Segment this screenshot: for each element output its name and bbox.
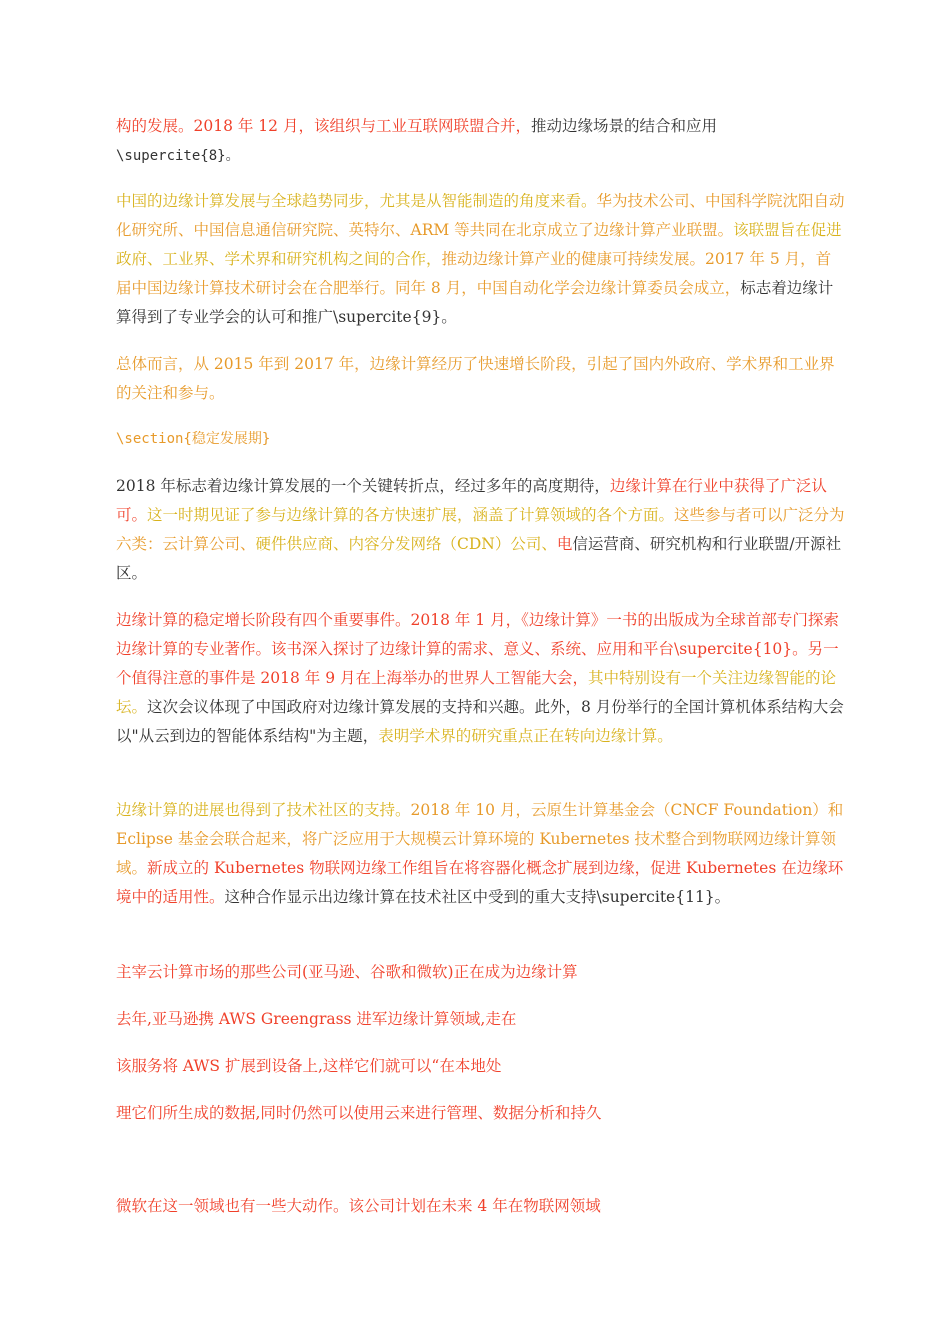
text-span: 标志着边缘计算得到了专业学会的认可和推广\supercite{9}。	[116, 279, 834, 326]
text-span: 2018 年标志着边缘计算发展的一个关键转折点，经过多年的高度期待，	[116, 477, 610, 495]
paragraph-5	[116, 472, 846, 588]
text-span: 中国的边缘计算发展与全球趋势同步，尤其是从智能制造的角度来看。	[116, 192, 597, 210]
paragraph-3	[116, 350, 846, 408]
text-span: 边缘计算在行业中获得了广泛认可。	[116, 477, 827, 524]
text-span: 华为技术公司、中国科学院沈阳自动化研究所、中国信息通信研究院、英特尔、ARM 等共同在北京成立了边缘计算产业联盟。	[116, 192, 845, 239]
text-span: 表明学术界的研究重点正在转向边缘计算。	[378, 727, 673, 745]
paragraph-7	[116, 796, 846, 912]
text-span: 推动边缘计算产业的健康可持续发展。2017 年 5 月，首届中国边缘计算技术研讨会在合肥举行。同年 8 月，中国自动化学会边缘计算委员会成立，	[116, 250, 832, 297]
text-span: 这种合作显示出边缘计算在技术社区中受到的重大支持\supercite{11}。	[224, 888, 731, 906]
text-span: 电	[556, 535, 573, 553]
text-span: 构的发展。2018 年 12 月，该组织与工业互联网联盟合并，	[116, 117, 531, 135]
text-span: 新成立的 Kubernetes 物联网边缘工作组旨在将容器化概念扩展到边缘，促进 Kubernetes 在边缘环境中的适用性。	[116, 859, 844, 906]
citation: \supercite{8}。	[116, 148, 240, 164]
section-heading	[116, 425, 846, 454]
text-span: 该联盟旨在促进政府、工业界、学术界和研究机构之间的合作，	[116, 221, 842, 268]
text-span: 这次会议体现了中国政府对边缘计算发展的支持和兴趣。此外，8 月份举行的全国计算机体系结构大会以"从云到边的智能体系结构"为主题，	[116, 698, 844, 745]
text-span: 边缘计算的进展也得到了技术社区的支持。	[116, 801, 411, 819]
text-span: 2018 年 10 月，云原生计算基金会（CNCF Foundation）和 Eclipse 基金会联合起来，将广泛应用于大规模云计算环境的 Kubernetes 技术整合到物联网边缘计算领域。	[116, 801, 844, 877]
text-span: 信运营商、研究机构和行业联盟/开源社区。	[116, 535, 842, 582]
text-span: 这一时期见证了参与边缘计算的各方快速扩展，涵盖了计算领域的各个方面。	[147, 506, 675, 524]
paragraph-9: 去年,亚马逊携 AWS Greengrass 进军边缘计算领域,走在	[116, 1010, 517, 1028]
paragraph-10: 该服务将 AWS 扩展到设备上,这样它们就可以“在本地处	[116, 1057, 502, 1075]
text-span: 总体而言，从 2015 年到 2017 年，边缘计算经历了快速增长阶段，引起了国内外政府、学术界和工业界的关注和参与。	[116, 355, 835, 402]
paragraph-12: 微软在这一领域也有一些大动作。该公司计划在未来 4 年在物联网领域	[116, 1197, 601, 1215]
paragraph-11: 理它们所生成的数据,同时仍然可以使用云来进行管理、数据分析和持久	[116, 1104, 602, 1122]
text-span: 推动边缘场景的结合和应用	[530, 117, 717, 135]
paragraph-6	[116, 606, 846, 751]
text-span: 硬件供应商、内容分发网络（CDN）公司、	[255, 535, 557, 553]
paragraph-8: 主宰云计算市场的那些公司(亚马逊、谷歌和微软)正在成为边缘计算	[116, 963, 578, 981]
paragraph-2	[116, 187, 846, 332]
text-span: \section{稳定发展期}	[116, 431, 271, 447]
paragraph-1	[116, 112, 846, 171]
text-span: 这些参与者可以广泛分为六类：云计算公司、	[116, 506, 845, 553]
text-span: 其中特别设有一个关注边缘智能的论坛。	[116, 669, 837, 716]
text-span: 边缘计算的稳定增长阶段有四个重要事件。2018 年 1 月，《边缘计算》一书的出版成为全球首部专门探索边缘计算的专业著作。该书深入探讨了边缘计算的需求、意义、系统、应用和平台\supercite{10}。另一个值得注意的事件是 2018 年 9 月在上海举办的世界人工智能大会，	[116, 611, 839, 687]
